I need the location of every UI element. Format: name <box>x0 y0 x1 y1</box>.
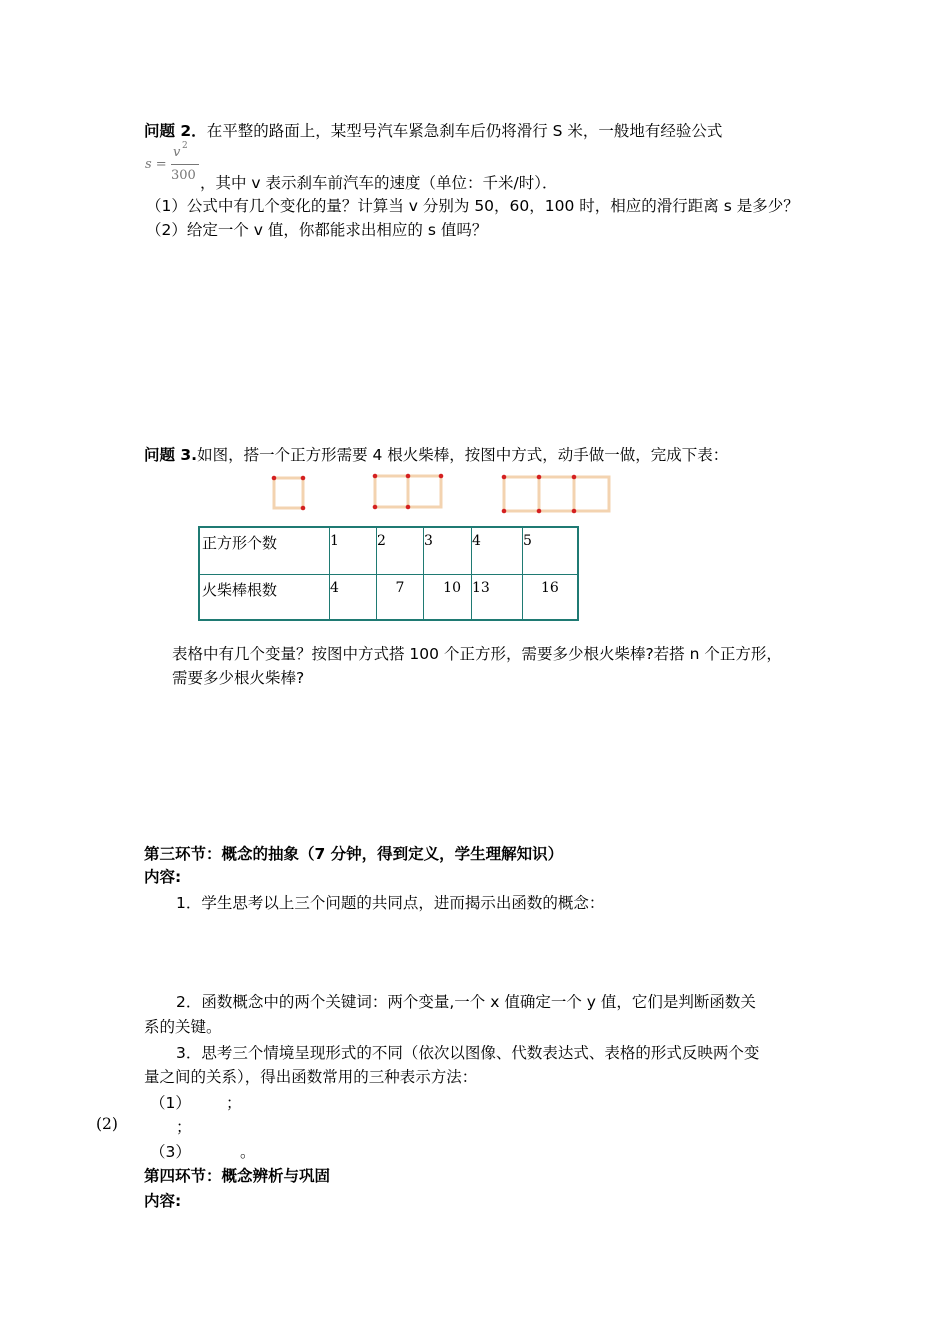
match-head <box>406 474 411 479</box>
match-head <box>406 505 411 510</box>
table-row-matches <box>199 574 578 620</box>
section4-content-label: 内容: <box>144 1192 182 1210</box>
formula-lhs: s = <box>145 157 167 172</box>
match-square-3b <box>539 477 574 511</box>
table-header-matches: 火柴棒根数 <box>199 574 330 620</box>
match-head <box>572 475 577 480</box>
match-head <box>301 476 306 481</box>
section3-item2-line2: 系的关键。 <box>144 1018 222 1036</box>
match-head <box>439 474 444 479</box>
match-head <box>572 509 577 514</box>
match-head <box>537 475 542 480</box>
formula-denominator: 300 <box>171 168 196 183</box>
match-head <box>502 475 507 480</box>
blank3-end: 。 <box>240 1143 256 1161</box>
match-square-2b <box>408 476 441 507</box>
match-head <box>373 505 378 510</box>
problem2-text: 在平整的路面上，某型号汽车紧急刹车后仍将滑行 S 米，一般地有经验公式 <box>206 122 723 140</box>
section3-content-label: 内容: <box>144 868 182 886</box>
table-cell: 2 <box>377 527 424 574</box>
section3-item3-line1: 3．思考三个情境呈现形式的不同（依次以图像、代数表达式、表格的形式反映两个变 <box>176 1044 760 1062</box>
table-cell: 4 <box>330 574 377 620</box>
match-square-2a <box>375 476 408 507</box>
problem3-question-line2: 需要多少根火柴棒? <box>172 669 305 687</box>
blank1-label: （1） <box>150 1094 191 1112</box>
problem2-label: 问题 2． <box>144 122 207 140</box>
match-head <box>272 476 277 481</box>
table-cell: 7 <box>377 574 424 620</box>
formula-numerator: v <box>173 145 181 160</box>
matchstick-table <box>198 526 579 621</box>
table-cell: 10 <box>424 574 472 620</box>
table-header-squares: 正方形个数 <box>199 527 330 574</box>
section3-item3-line2: 量之间的关系），得出函数常用的三种表示方法： <box>144 1068 478 1086</box>
problem3-text: 如图，搭一个正方形需要 4 根火柴棒，按图中方式，动手做一做，完成下表： <box>197 446 729 464</box>
section3-item2-line1: 2．函数概念中的两个关键词：两个变量,一个 x 值确定一个 y 值，它们是判断函数关 <box>176 993 756 1011</box>
match-square-3c <box>574 477 609 511</box>
match-square-3a <box>504 477 539 511</box>
match-head <box>373 474 378 479</box>
problem3-label: 问题 3. <box>144 446 198 464</box>
table-cell: 5 <box>523 527 579 574</box>
blank3-label: （3） <box>150 1143 191 1161</box>
section3-title: 第三环节：概念的抽象（7 分钟，得到定义，学生理解知识） <box>144 845 564 863</box>
table-cell: 3 <box>424 527 472 574</box>
match-head <box>301 506 306 511</box>
match-head <box>537 509 542 514</box>
problem2-line2: ，其中 v 表示刹车前汽车的速度（单位：千米/时）． <box>200 174 558 192</box>
problem2-question2: （2）给定一个 v 值，你都能求出相应的 s 值吗？ <box>146 221 488 239</box>
table-cell: 16 <box>523 574 579 620</box>
problem2-question1: （1）公式中有几个变化的量？计算当 v 分别为 50，60，100 时，相应的滑行距离 s 是多少？ <box>146 197 799 215</box>
blank2-end: ； <box>176 1118 192 1136</box>
section4-title: 第四环节：概念辨析与巩固 <box>144 1167 331 1185</box>
table-cell: 13 <box>472 574 523 620</box>
blank1-end: ； <box>226 1094 242 1112</box>
problem3-question-line1: 表格中有几个变量？按图中方式搭 100 个正方形，需要多少根火柴棒?若搭 n 个正方形， <box>172 645 782 663</box>
section3-item1: 1．学生思考以上三个问题的共同点，进而揭示出函数的概念： <box>176 894 605 912</box>
table-cell: 1 <box>330 527 377 574</box>
match-square-1 <box>274 478 303 508</box>
table-row-squares <box>199 527 578 574</box>
match-head <box>502 509 507 514</box>
formula-exponent: 2 <box>182 141 188 151</box>
table-cell: 4 <box>472 527 523 574</box>
blank2-label: (2) <box>96 1115 118 1133</box>
